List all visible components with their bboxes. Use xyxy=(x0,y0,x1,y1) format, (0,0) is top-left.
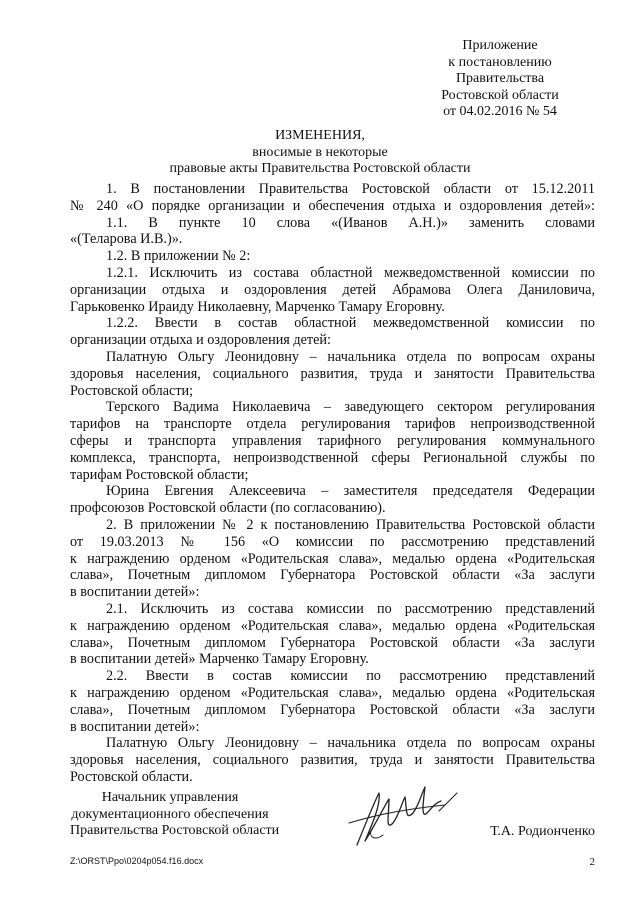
body-line: к награждению орденом «Родительская слава», медалью ордена «Родительская xyxy=(70,550,595,567)
body-line: 2. В приложении № 2 к постановлению Правительства Ростовской области xyxy=(106,516,595,533)
body-line: Палатную Ольгу Леонидовну – начальника отдела по вопросам охраны xyxy=(106,348,595,365)
signer-position xyxy=(70,790,280,840)
body-line: слава», Почетным дипломом Губернатора Ростовской области «За заслуги xyxy=(70,567,595,584)
body-line: организации отдыха и оздоровления детей: xyxy=(70,332,331,349)
body-line: 1.2. В приложении № 2: xyxy=(106,248,251,265)
body-line: 1.2.2. Ввести в состав областной межведомственной комиссии по xyxy=(106,315,595,332)
body-line: слава», Почетным дипломом Губернатора Ростовской области «За заслуги xyxy=(70,634,595,651)
body-line: Юрина Евгения Алексеевича – заместителя председателя Федерации xyxy=(106,483,595,500)
annex-line: к постановлению xyxy=(448,54,552,70)
body-line: в воспитании детей»: xyxy=(70,718,200,735)
body-line: профсоюзов Ростовской области (по согласованию). xyxy=(70,500,386,517)
body-line: тарифам Ростовской области; xyxy=(70,466,249,483)
body-line: 2.2. Ввести в состав комиссии по рассмотрению представлений xyxy=(106,668,595,685)
body-line: организации отдыха и оздоровления детей Абрамова Олега Даниловича, xyxy=(70,281,595,298)
signer-position-line: Правительства Ростовской области xyxy=(70,823,280,838)
signer-position-line: документационного обеспечения xyxy=(71,806,269,822)
body-line: Ростовской области; xyxy=(70,382,194,399)
page-number: 2 xyxy=(589,856,595,868)
annex-line: Ростовской области xyxy=(441,87,559,103)
annex-line: Приложение xyxy=(462,38,538,53)
document-body xyxy=(70,181,595,786)
annex-line: от 04.02.2016 № 54 xyxy=(443,104,557,119)
body-line: 2.1. Исключить из состава комиссии по рассмотрению представлений xyxy=(106,600,595,617)
handwritten-signature xyxy=(335,775,465,855)
file-path: Z:\ORST\Ppo\0204p054.f16.docx xyxy=(70,856,204,866)
body-line: Палатную Ольгу Леонидовну – начальника отдела по вопросам охраны xyxy=(106,735,595,752)
document-title xyxy=(0,128,640,178)
body-line: к награждению орденом «Родительская слава», медалью ордена «Родительская xyxy=(70,684,595,701)
body-line: к награждению орденом «Родительская слава», медалью ордена «Родительская xyxy=(70,617,595,634)
annex-line: Правительства xyxy=(455,71,545,86)
body-line: тарифов на транспорте отдела регулирования тарифов непроизводственной xyxy=(70,416,595,433)
body-line: слава», Почетным дипломом Губернатора Ростовской области «За заслуги xyxy=(70,701,595,718)
body-line: в воспитании детей»: xyxy=(70,584,200,601)
body-line: Гарьковенко Ираиду Николаевну, Марченко Тамару Егоровну. xyxy=(70,298,445,315)
body-line: Ростовской области. xyxy=(70,768,193,785)
title-line: правовые акты Правительства Ростовской области xyxy=(169,161,471,176)
signer-name: Т.А. Родионченко xyxy=(490,824,595,839)
title-line: вносимые в некоторые xyxy=(252,144,388,160)
body-line: 1. В постановлении Правительства Ростовской области от 15.12.2011 xyxy=(106,181,595,197)
annex-header xyxy=(400,38,600,121)
body-line: сферы и транспорта управления тарифного регулирования коммунального xyxy=(70,432,595,449)
body-line: «(Теларова И.В.)». xyxy=(70,231,183,248)
body-line: в воспитании детей» Марченко Тамару Егоровну. xyxy=(70,651,369,668)
body-line: здоровья населения, социального развития, труда и занятости Правительства xyxy=(70,752,595,769)
body-line: здоровья населения, социального развития, труда и занятости Правительства xyxy=(70,365,595,382)
signer-position-line: Начальник управления xyxy=(101,790,239,805)
body-line: 1.1. В пункте 10 слова «(Иванов А.Н.)» заменить словами xyxy=(106,214,595,231)
body-line: от 19.03.2013 № 156 «О комиссии по рассмотрению представлений xyxy=(70,533,595,550)
title-line: ИЗМЕНЕНИЯ, xyxy=(275,128,365,143)
body-line: Терского Вадима Николаевича – заведующего сектором регулирования xyxy=(106,399,595,416)
body-line: № 240 «О порядке организации и обеспечения отдыха и оздоровления детей»: xyxy=(70,197,595,214)
body-line: 1.2.1. Исключить из состава областной межведомственной комиссии по xyxy=(106,264,595,281)
body-line: комплекса, транспорта, непроизводственной сферы Региональной службы по xyxy=(70,449,595,466)
